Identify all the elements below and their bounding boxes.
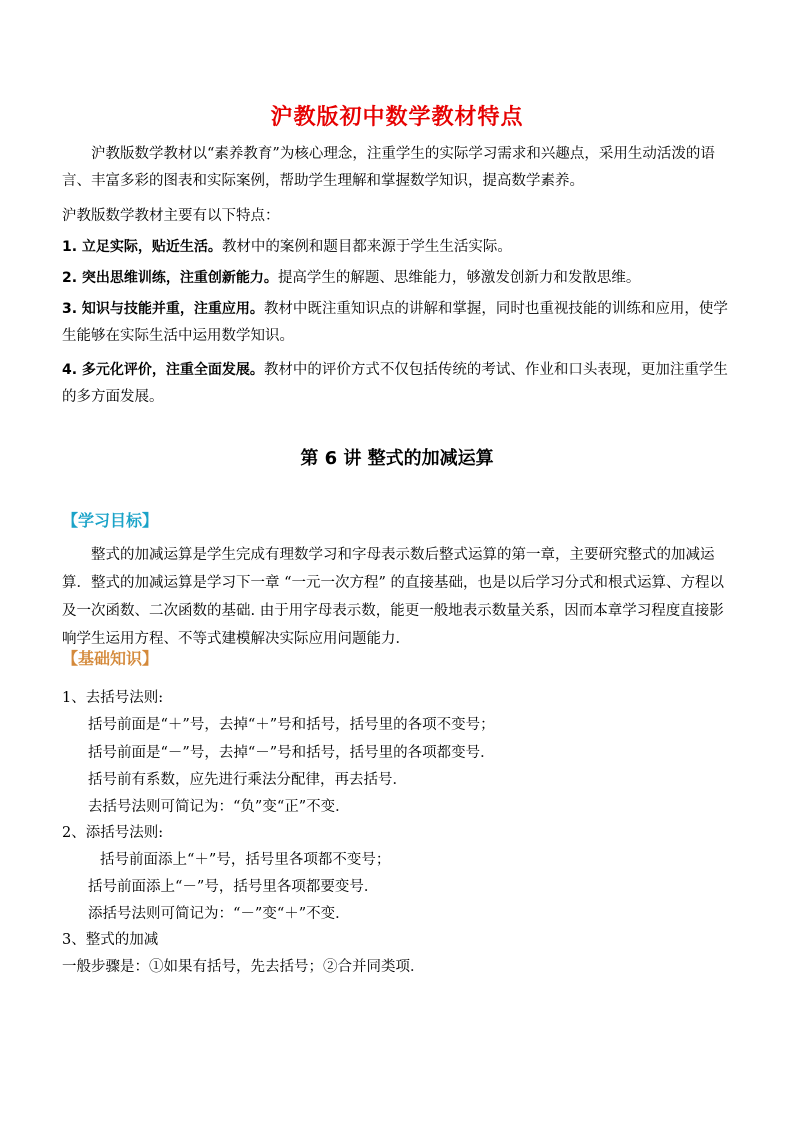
basics-line-10: 3、整式的加减: [62, 932, 159, 948]
intro-paragraph: 沪教版数学教材以“素养教育”为核心理念，注重学生的实际学习需求和兴趣点，采用生动活泼的语言、丰富多彩的图表和实际案例，帮助学生理解和掌握数学知识，提高数学素养。: [62, 146, 715, 189]
feature-item-4-bold: 4. 多元化评价，注重全面发展。: [62, 362, 264, 378]
basics-line-3: 括号前面是“－”号，去掉“－”号和括号，括号里的各项都变号．: [88, 745, 495, 761]
feature-item-4-text: 教材中的评价方式不仅包括传统的考试、作业和口头表现，更加注重学生的多方面发展。: [62, 362, 728, 405]
lecture-title: 第 6 讲 整式的加减运算: [300, 448, 494, 469]
basics-line-1: 1、去括号法则:: [62, 690, 164, 706]
feature-item-2: [62, 265, 734, 292]
basics-line-11: 一般步骤是：①如果有括号，先去括号；②合并同类项．: [62, 959, 425, 975]
feature-item-1-text: 教材中的案例和题目都来源于学生生活实际。: [221, 239, 512, 255]
basics-line-4: 括号前有系数，应先进行乘法分配律，再去括号．: [88, 772, 407, 788]
feature-item-1: [62, 234, 734, 261]
intro-features-lead: 沪教版数学教材主要有以下特点：: [62, 208, 280, 224]
feature-item-3-text: 教材中既注重知识点的讲解和掌握，同时也重视技能的训练和应用，使学生能够在实际生活中运用数学知识。: [62, 301, 728, 344]
basics-line-5: 去括号法则可简记为：“负”变“正”不变．: [88, 799, 350, 815]
feature-item-2-bold: 2. 突出思维训练，注重创新能力。: [62, 270, 278, 286]
document-title: 沪教版初中数学教材特点: [270, 105, 524, 130]
learning-goals-text: 整式的加减运算是学生完成有理数学习和字母表示数后整式运算的第一章，主要研究整式的加减运算．整式的加减运算是学习下一章 “一元一次方程” 的直接基础，也是以后学习分式和根式运算、方程以及一次函数、二次函数的基础. 由于用字母表示数，能更一般地表示数量关系，因而本章学习程度直接影响学生运用方程、不等式建模解决实际应用问题能力．: [62, 547, 725, 647]
basics-line-8: 括号前面添上“－”号，括号里各项都要变号．: [88, 879, 379, 895]
feature-item-1-bold: 1. 立足实际，贴近生活。: [62, 239, 222, 255]
feature-item-3-bold: 3. 知识与技能并重，注重应用。: [62, 301, 264, 317]
basics-line-9: 添括号法则可简记为：“－”变“＋”不变．: [88, 906, 350, 922]
basics-line-6: 2、添括号法则:: [62, 825, 164, 841]
feature-item-2-text: 提高学生的解题、思维能力，够激发创新力和发散思维。: [277, 270, 641, 286]
basics-line-7: 括号前面添上“＋”号，括号里各项都不变号；: [100, 852, 391, 868]
basics-heading: 【基础知识】: [62, 649, 159, 668]
feature-item-3: [62, 296, 734, 350]
basics-line-2: 括号前面是“＋”号，去掉“＋”号和括号，括号里的各项不变号；: [88, 717, 495, 733]
learning-goals-heading: 【学习目标】: [62, 511, 159, 530]
feature-item-4: [62, 357, 734, 411]
